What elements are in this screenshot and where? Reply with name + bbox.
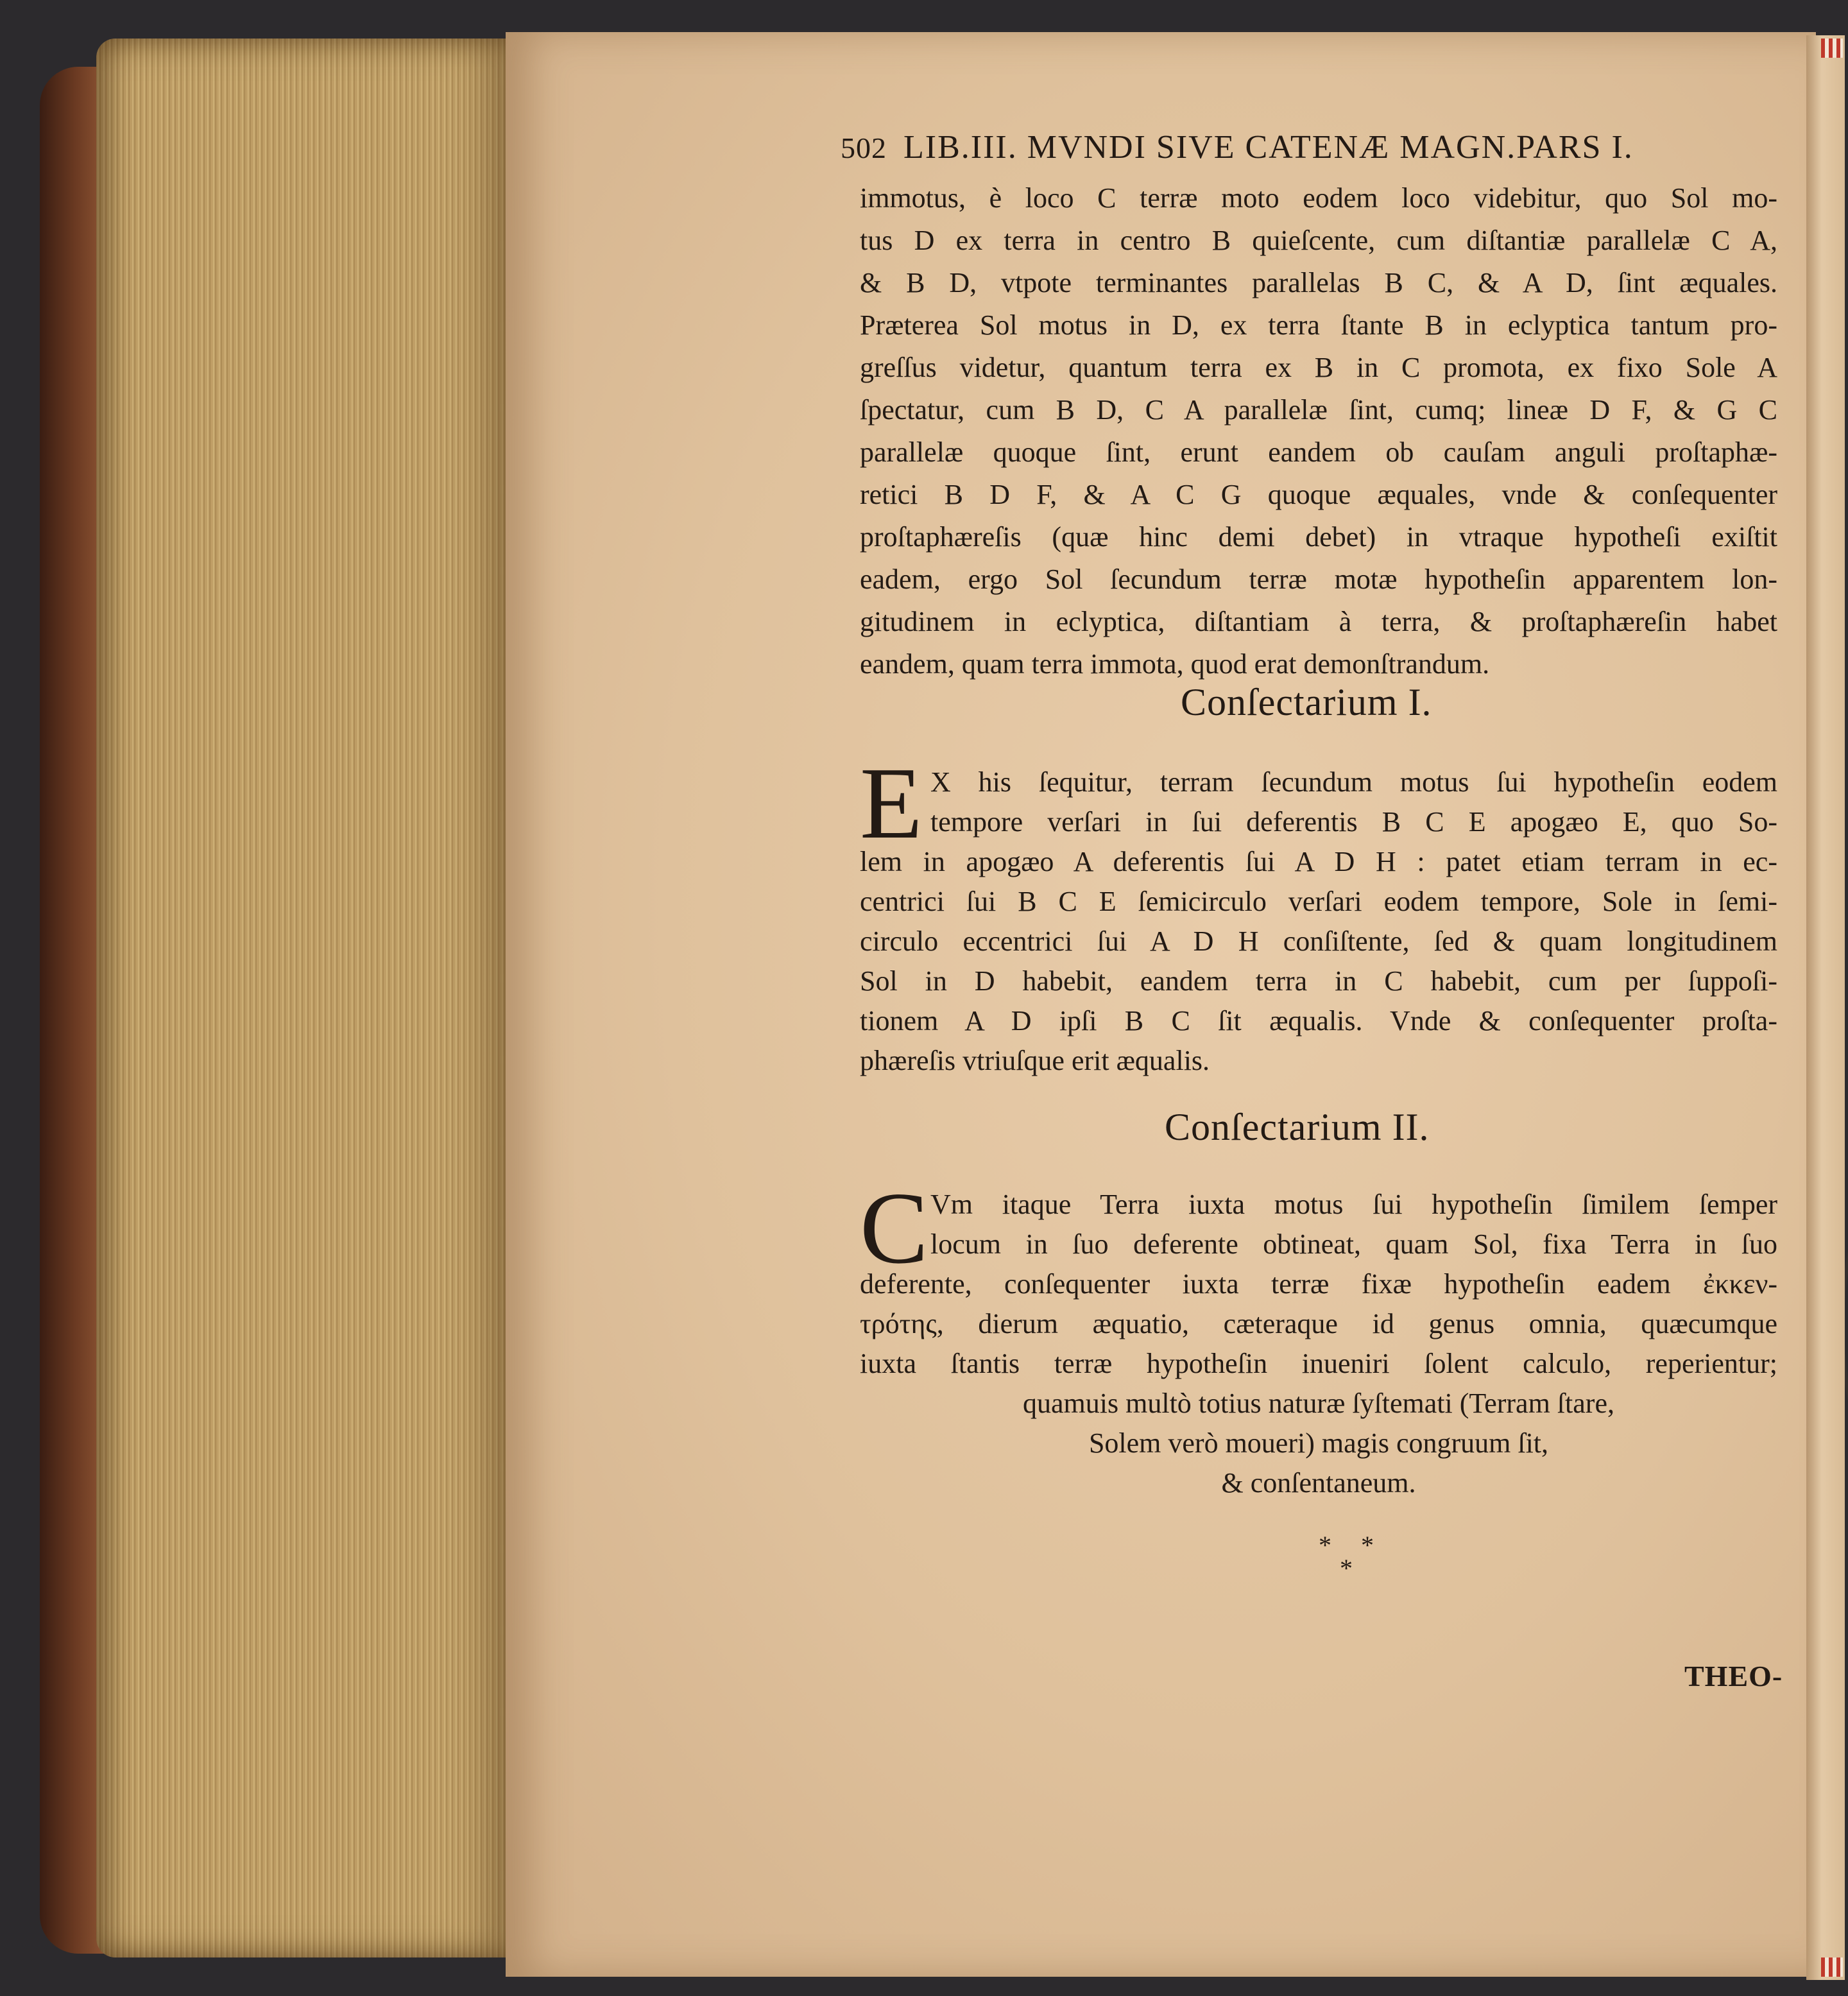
text-line: phæreſis vtriuſque erit æqualis. [860,1045,1210,1076]
corollary-1-heading: Conſectarium I. [1181,681,1432,723]
page-number: 502 [841,132,887,164]
text-line: tus D ex terra in centro B quieſcente, cum diſtantiæ parallelæ C A, [860,225,1777,256]
body-text [860,177,1777,685]
page-edges [96,39,507,1957]
drop-cap-c: C [860,1171,928,1285]
text-line: quamuis multò totius naturæ ſyſtemati (Terram ſtare, [1023,1388,1614,1419]
text-line: retici B D F, & A C G quoque æquales, vnde & conſequenter [860,479,1777,510]
drop-cap-e: E [860,746,923,860]
corollary-2-text [860,1185,1777,1503]
text-line: proſtaphæreſis (quæ hinc demi debet) in vtraque hypotheſi exiſtit [860,521,1777,553]
bookmark-ribbon-top [1821,39,1843,58]
text-line: iuxta ſtantis terræ hypotheſin inueniri ſolent calculo, reperientur; [860,1348,1777,1379]
text-line: tempore verſari in ſui deferentis B C E apogæo E, quo So- [930,806,1777,838]
running-header [841,128,1771,173]
text-line: deferente, conſequenter iuxta terræ fixæ hypotheſin eadem ἐκκεν- [860,1268,1777,1300]
corollary-1-text [860,762,1777,1081]
text-line: & B D, vtpote terminantes parallelas B C, & A D, ſint æquales. [860,267,1777,298]
text-line: τρότης, dierum æquatio, cæteraque id genus omnia, quæcumque [860,1308,1777,1339]
text-line: immotus, è loco C terræ moto eodem loco videbitur, quo Sol mo- [860,182,1777,214]
text-line: Solem verò moueri) magis congruum ſit, [1088,1427,1549,1459]
text-line: lem in apogæo A deferentis ſui A D H : patet etiam terram in ec- [860,846,1777,877]
text-line: centrici ſui B C E ſemicirculo verſari eodem tempore, Sole in ſemi- [860,886,1777,917]
catchword: THEO- [1684,1660,1783,1692]
text-line: eadem, ergo Sol ſecundum terræ motæ hypotheſin apparentem lon- [860,564,1777,595]
text-line: parallelæ quoque ſint, erunt eandem ob cauſam anguli proſtaphæ- [860,436,1777,468]
text-line: greſſus videtur, quantum terra ex B in C promota, ex fixo Sole A [860,352,1777,383]
text-line: & conſentaneum. [1221,1467,1416,1499]
text-line: circulo eccentrici ſui A D H conſiſtente, ſed & quam longitudinem [860,925,1777,957]
text-line: Præterea Sol motus in D, ex terra ſtante B in eclyptica tantum pro- [860,309,1777,341]
star-ornament-bottom: * [1340,1554,1364,1583]
text-line: X his ſequitur, terram ſecundum motus ſui hypotheſin eodem [930,766,1777,798]
text-line: gitudinem in eclyptica, diſtantiam à terra, & proſtaphæreſin habet [860,606,1777,637]
corollary-2-heading: Conſectarium II. [1165,1106,1430,1148]
text-line: ſpectatur, cum B D, C A parallelæ ſint, cumq; lineæ D F, & G C [860,394,1777,426]
next-page-edge [1806,35,1845,1980]
text-line: eandem, quam terra immota, quod erat demonſtrandum. [860,648,1490,680]
text-line: tionem A D ipſi B C ſit æqualis. Vnde & conſequenter proſta- [860,1005,1777,1037]
bookmark-ribbon-bottom [1821,1957,1843,1977]
text-line: Sol in D habebit, eandem terra in C habebit, cum per ſuppoſi- [860,965,1777,997]
text-line: locum in ſuo deferente obtineat, quam Sol, fixa Terra in ſuo [930,1228,1777,1260]
star-ornament [1319,1531,1385,1583]
text-line: Vm itaque Terra iuxta motus ſui hypotheſin ſimilem ſemper [930,1189,1777,1220]
running-title: LIB.III. MVNDI SIVE CATENÆ MAGN.PARS I. [903,129,1634,166]
star-ornament-top: * * [1319,1531,1385,1560]
